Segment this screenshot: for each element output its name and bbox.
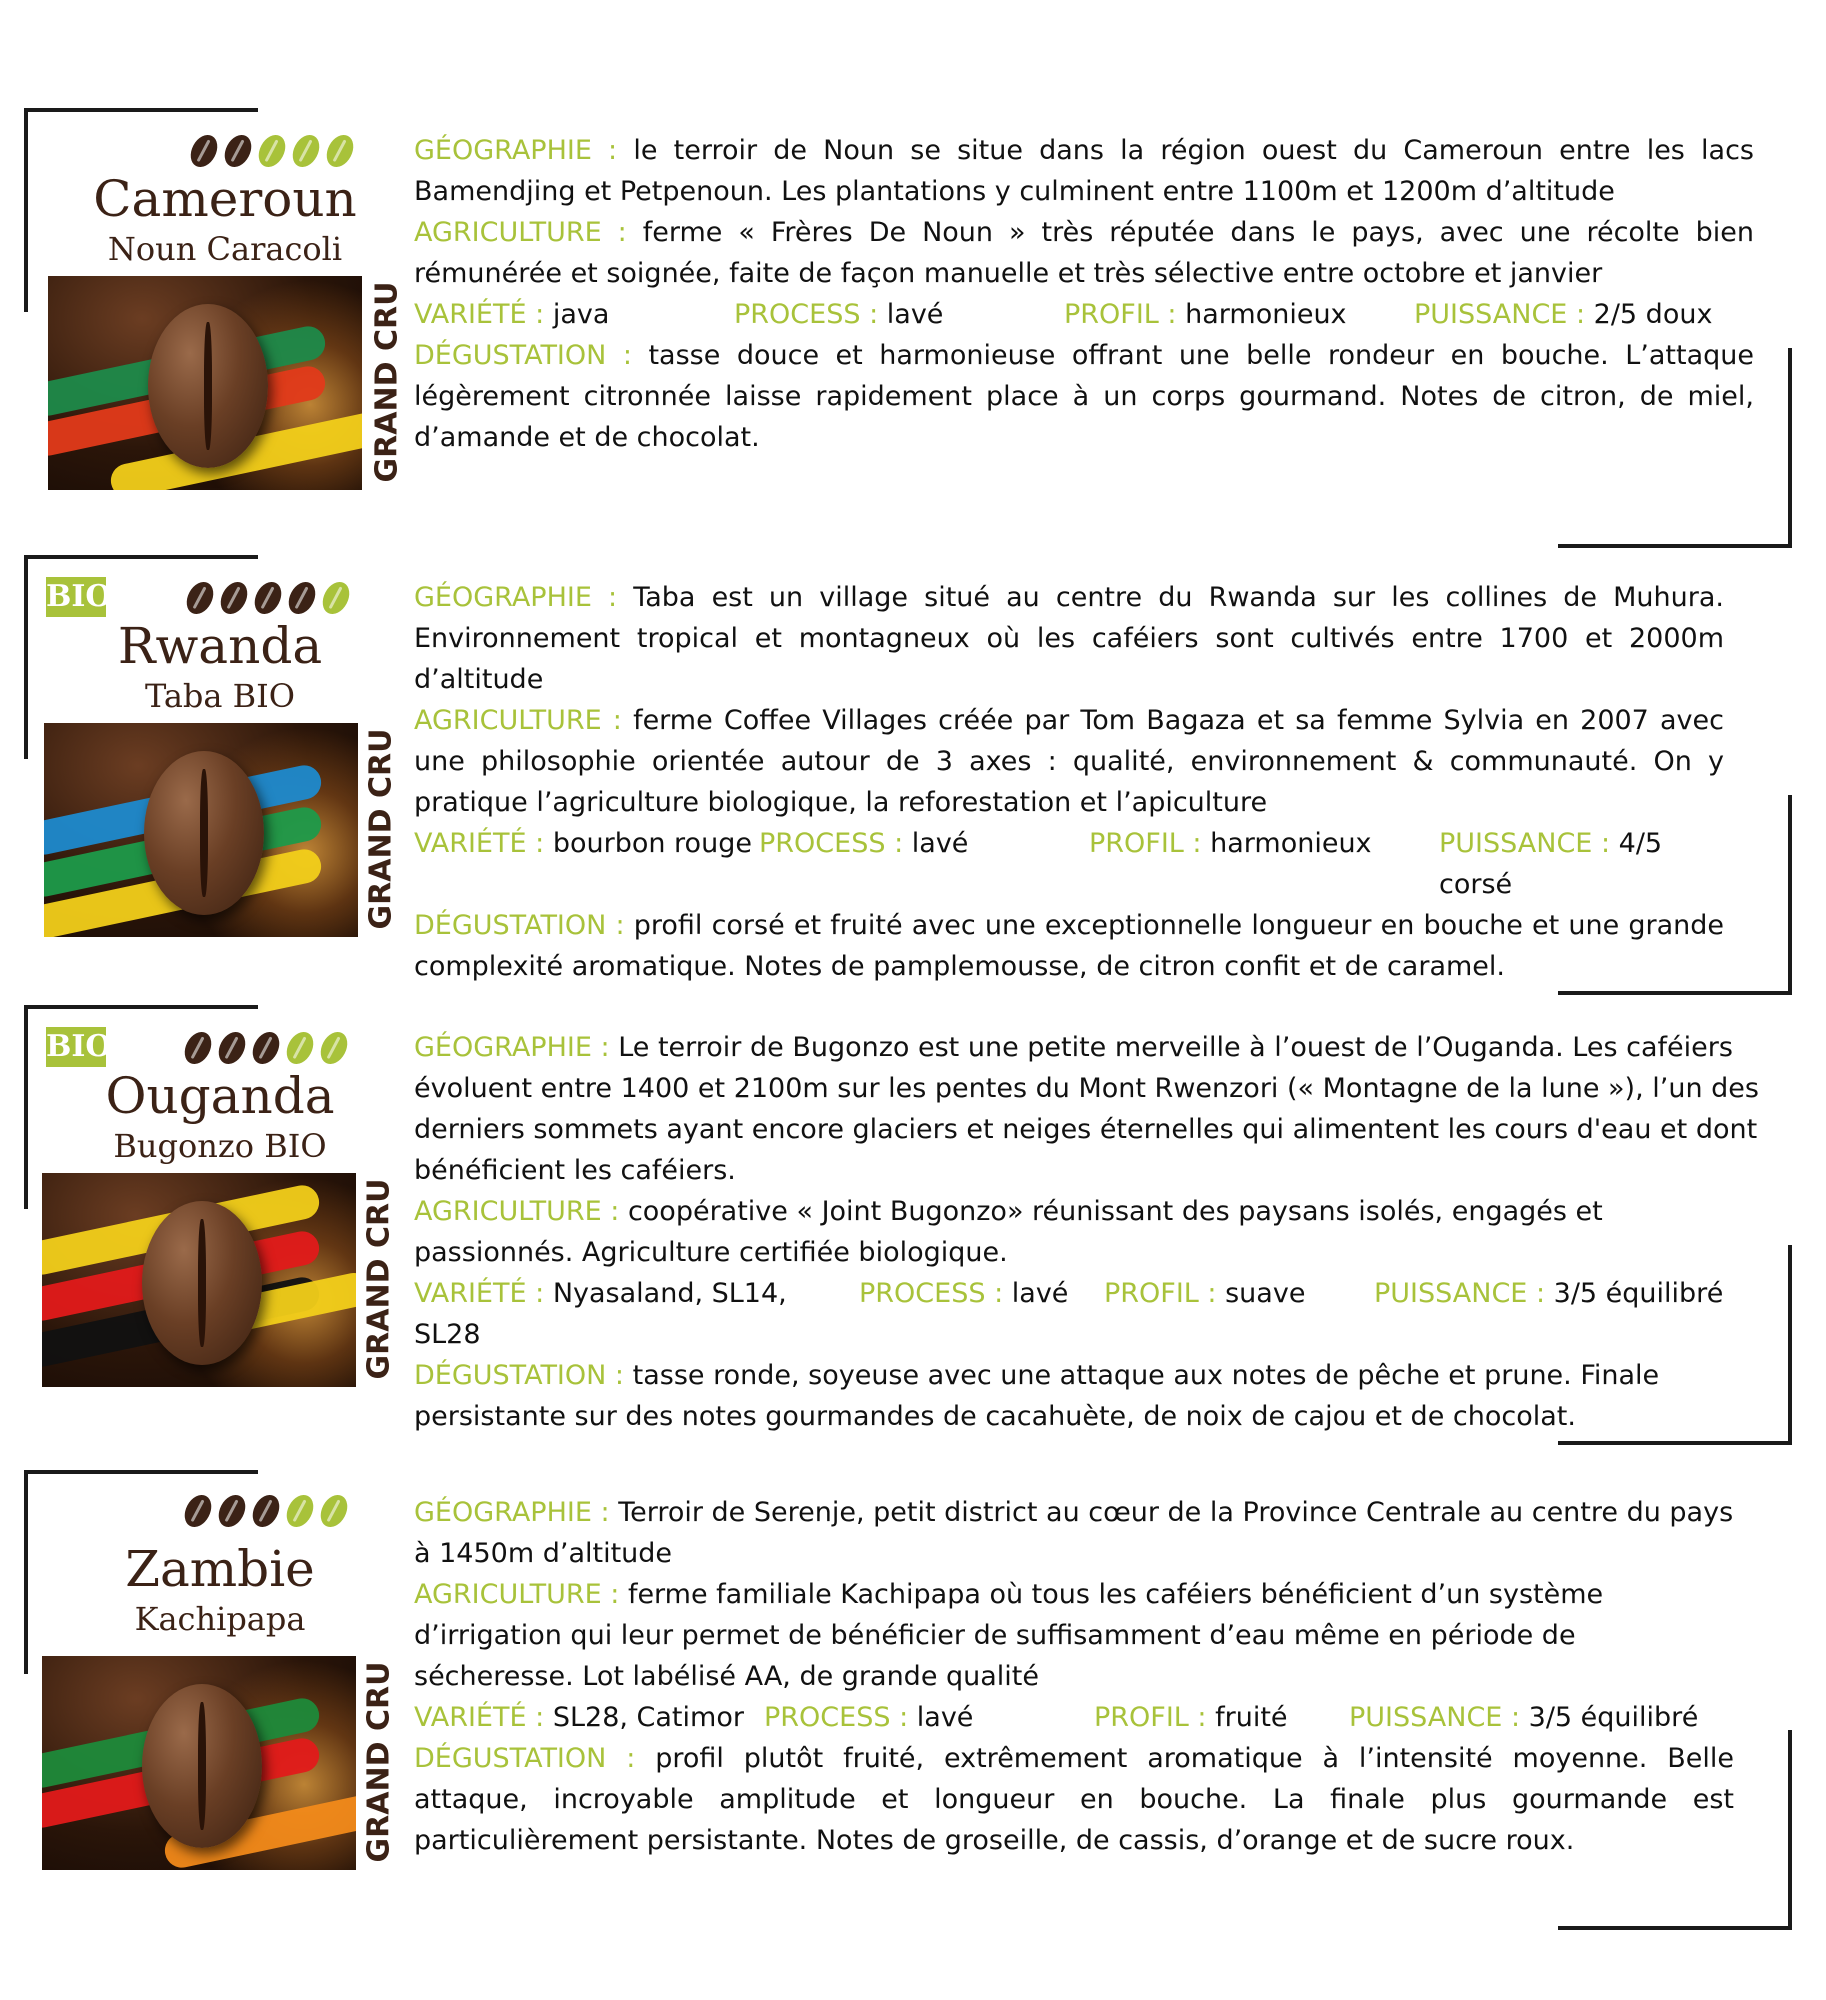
bean-dark-icon	[219, 130, 256, 171]
variete-value: SL28, Catimor	[552, 1702, 744, 1733]
geography-paragraph: GÉOGRAPHIE : Terroir de Serenje, petit district au cœur de la Province Centrale au centre du pays à 1450m d’altitude	[414, 1497, 1734, 1569]
degustation-paragraph: DÉGUSTATION : profil corsé et fruité avec une exceptionnelle longueur en bouche et une grande complexité aromatique. Notes de pamplemousse, de citron confit et de caramel.	[414, 910, 1724, 982]
geography-paragraph: GÉOGRAPHIE : Taba est un village situé au centre du Rwanda sur les collines de Muhura. Environnement tropical et montagneux où les caféiers sont cultivés entre 1700 et 2000m d’altitude	[414, 582, 1724, 695]
agriculture-paragraph: AGRICULTURE : ferme familiale Kachipapa où tous les caféiers bénéficient d’un système d’irrigation qui leur permet de bénéficier de suffisamment d’eau même en période de sécheresse. Lot labélisé AA, de grande qualité	[414, 1579, 1604, 1692]
degustation-paragraph: DÉGUSTATION : profil plutôt fruité, extrêmement aromatique à l’intensité moyenne. Belle attaque, incroyable amplitude et longueur en bouche. La finale plus gourmande est particulièrement persistante. Notes de groseille, de cassis, d’orange et de sucre roux.	[414, 1743, 1734, 1856]
agriculture-paragraph: AGRICULTURE : ferme « Frères De Noun » très réputée dans le pays, avec une récolte bien rémunérée et soignée, faite de façon manuelle et très sélective entre octobre et janvier	[414, 217, 1754, 289]
variete-value: bourbon rouge	[552, 828, 752, 859]
variete-value: Nyasaland, SL14, SL28	[414, 1278, 787, 1350]
process-value: lavé	[911, 828, 969, 859]
country-name: Ouganda	[105, 1067, 335, 1125]
bean-light-icon	[315, 1027, 352, 1068]
properties-row: VARIÉTÉ : SL28, Catimor PROCESS : lavé PROFIL : fruité PUISSANCE : 3/5 équilibré	[414, 1702, 1699, 1733]
coffee-details	[414, 130, 1754, 458]
coffee-bean-icon	[142, 1201, 262, 1365]
bean-dark-icon	[283, 577, 320, 618]
intensity-beans	[188, 581, 348, 617]
properties-row: VARIÉTÉ : Nyasaland, SL14, SL28 PROCESS : lavé PROFIL : suave PUISSANCE : 3/5 équilibré	[414, 1278, 1724, 1350]
coffee-card-cameroun	[0, 108, 1826, 548]
profil-value: harmonieux	[1185, 299, 1347, 330]
bio-badge: BIO	[46, 577, 106, 617]
bean-light-icon	[317, 577, 354, 618]
geography-paragraph: GÉOGRAPHIE : Le terroir de Bugonzo est une petite merveille à l’ouest de l’Ouganda. Les caféiers évoluent entre 1400 et 2100m sur les pentes du Mont Rwenzori (« Montagne de la lune »), l’un des derniers sommets ayant encore glaciers et neiges éternelles qui alimentent les cours d'eau et dont bénéficient les caféiers.	[414, 1032, 1759, 1186]
coffee-bean-icon	[144, 751, 264, 915]
coffee-bean-photo	[42, 1173, 356, 1387]
intensity-beans	[186, 1494, 346, 1530]
coffee-bean-icon	[142, 1684, 262, 1848]
bean-light-icon	[253, 130, 290, 171]
intensity-beans	[186, 1031, 346, 1067]
bean-light-icon	[281, 1027, 318, 1068]
coffee-card-ouganda	[0, 1005, 1826, 1445]
estate-name: Noun Caracoli	[107, 230, 343, 268]
geography-paragraph: GÉOGRAPHIE : le terroir de Noun se situe dans la région ouest du Cameroun entre les lacs Bamendjing et Petpenoun. Les plantations y culminent entre 1100m et 1200m d’altitude	[414, 135, 1754, 207]
puissance-value: 3/5 équilibré	[1553, 1278, 1724, 1309]
coffee-details	[414, 1492, 1734, 1861]
coffee-details	[414, 577, 1724, 987]
properties-row: VARIÉTÉ : bourbon rouge PROCESS : lavé PROFIL : harmonieux PUISSANCE : 4/5 corsé	[414, 828, 1663, 900]
bean-light-icon	[315, 1490, 352, 1531]
estate-name: Bugonzo BIO	[113, 1127, 327, 1165]
coffee-card-zambie	[0, 1470, 1826, 1930]
bean-dark-icon	[247, 1027, 284, 1068]
country-name: Zambie	[125, 1540, 315, 1598]
coffee-bean-photo	[42, 1656, 356, 1870]
country-name: Cameroun	[93, 170, 357, 228]
coffee-bean-icon	[148, 304, 268, 468]
bio-badge: BIO	[46, 1027, 106, 1067]
estate-name: Taba BIO	[144, 677, 296, 715]
process-value: lavé	[886, 299, 944, 330]
grand-cru-label: GRAND CRU	[369, 281, 405, 483]
properties-row: VARIÉTÉ : java PROCESS : lavé PROFIL : harmonieux PUISSANCE : 2/5 doux	[414, 299, 1713, 330]
country-name: Rwanda	[117, 617, 323, 675]
profil-value: harmonieux	[1210, 828, 1372, 859]
grand-cru-label: GRAND CRU	[361, 1178, 397, 1380]
intensity-beans	[192, 134, 352, 170]
puissance-value: 3/5 équilibré	[1528, 1702, 1699, 1733]
bean-light-icon	[287, 130, 324, 171]
process-value: lavé	[916, 1702, 974, 1733]
grand-cru-label: GRAND CRU	[361, 1661, 397, 1863]
profil-value: suave	[1225, 1278, 1306, 1309]
variete-value: java	[552, 299, 610, 330]
coffee-card-rwanda	[0, 555, 1826, 995]
grand-cru-label: GRAND CRU	[363, 728, 399, 930]
coffee-bean-photo	[48, 276, 362, 490]
puissance-value: 4/5 corsé	[1439, 828, 1663, 900]
process-value: lavé	[1011, 1278, 1069, 1309]
bean-dark-icon	[213, 1490, 250, 1531]
bean-dark-icon	[249, 577, 286, 618]
bean-dark-icon	[247, 1490, 284, 1531]
degustation-paragraph: DÉGUSTATION : tasse ronde, soyeuse avec une attaque aux notes de pêche et prune. Finale persistante sur des notes gourmandes de cacahuète, de noix de cajou et de chocolat.	[414, 1360, 1660, 1432]
coffee-bean-photo	[44, 723, 358, 937]
bean-light-icon	[321, 130, 358, 171]
degustation-paragraph: DÉGUSTATION : tasse douce et harmonieuse offrant une belle rondeur en bouche. L’attaque légèrement citronnée laisse rapidement place à un corps gourmand. Notes de citron, de miel, d’amande et de chocolat.	[414, 340, 1754, 453]
estate-name: Kachipapa	[134, 1600, 306, 1638]
agriculture-paragraph: AGRICULTURE : ferme Coffee Villages créée par Tom Bagaza et sa femme Sylvia en 2007 avec une philosophie orientée autour de 3 axes : qualité, environnement & communauté. On y pratique l’agriculture biologique, la reforestation et l’apiculture	[414, 705, 1724, 818]
coffee-details	[414, 1027, 1759, 1437]
agriculture-paragraph: AGRICULTURE : coopérative « Joint Bugonzo» réunissant des paysans isolés, engagés et passionnés. Agriculture certifiée biologique.	[414, 1196, 1603, 1268]
bean-dark-icon	[215, 577, 252, 618]
profil-value: fruité	[1215, 1702, 1288, 1733]
puissance-value: 2/5 doux	[1593, 299, 1713, 330]
bean-light-icon	[281, 1490, 318, 1531]
bean-dark-icon	[213, 1027, 250, 1068]
